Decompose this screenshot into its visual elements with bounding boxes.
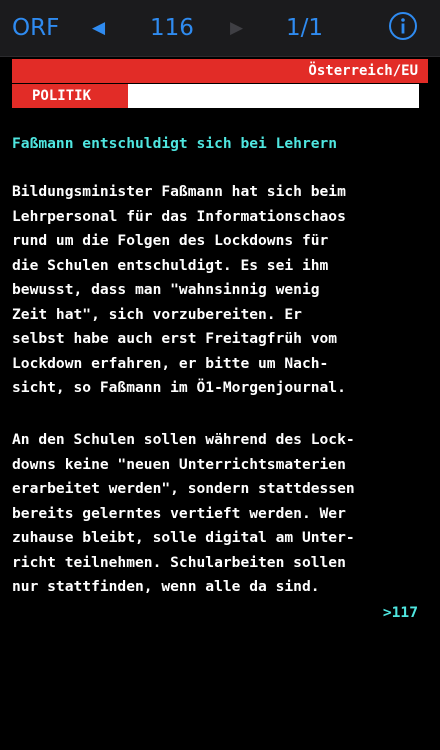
subpage-indicator[interactable]: 1/1 [286,15,324,41]
article-paragraph-2: An den Schulen sollen während des Lock- downs keine "neuen Unterrichtsmaterien erarbeitet werden", sondern stattdessen bereits gelerntes vertieft werden. Wer zuhause bleibt, solle digital am Unter- richt teilnehmen. Schularbeiten sollen nur stattfinden, wenn alle da sind. [12,431,355,595]
category-bar [12,84,128,108]
next-page-link[interactable]: >117 [382,604,418,621]
page-number-input[interactable]: 116 [150,15,194,41]
category-divider [128,84,419,108]
orf-home-button[interactable]: ORF [12,15,60,41]
section-label: Österreich/EU [308,63,418,79]
info-circle-icon[interactable] [388,11,418,41]
category-label: POLITIK [32,88,92,104]
previous-page-button[interactable]: ◀ [92,18,106,38]
navigation-bar [0,0,440,57]
section-header-bar [12,59,428,83]
next-page-button[interactable]: ▶ [230,18,244,38]
article-headline: Faßmann entschuldigt sich bei Lehrern [12,135,338,152]
article-paragraph-1: Bildungsminister Faßmann hat sich beim Lehrpersonal für das Informationschaos rund um die Folgen des Lockdowns für die Schulen entschuldigt. Es sei ihm bewusst, dass man "wahnsinnig wenig Zeit hat", sich vorzubereiten. Er selbst habe auch erst Freitagfrüh vom Lockdown erfahren, er bitte um Nach- sicht, so Faßmann im Ö1-Morgenjournal. [12,183,346,396]
